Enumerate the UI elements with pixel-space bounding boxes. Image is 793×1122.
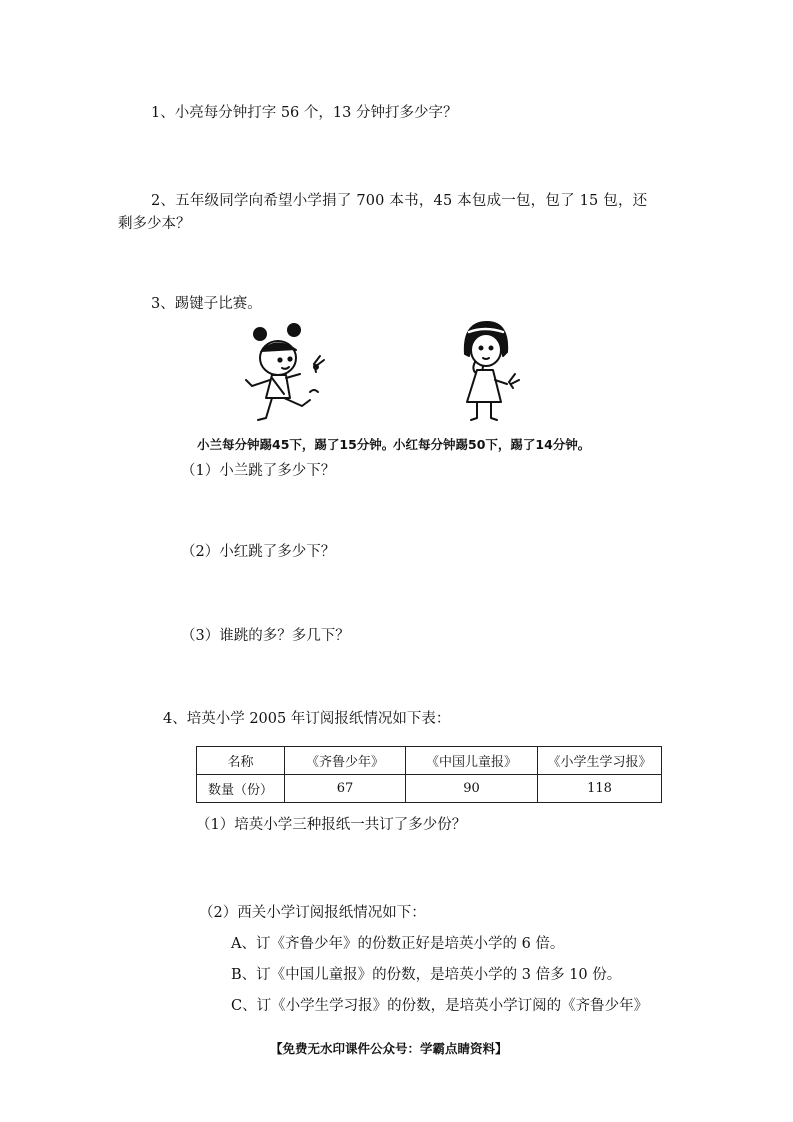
table-header-row [197, 747, 662, 775]
table-row [197, 775, 662, 803]
question-2-line-1: 2、五年级同学向希望小学捐了 700 本书，45 本包成一包，包了 15 包，还 [151, 193, 648, 209]
question-4-title: 4、培英小学 2005 年订阅报纸情况如下表： [163, 711, 451, 727]
question-4-sub-1: （1）培英小学三种报纸一共订了多少份？ [196, 817, 467, 833]
question-3-sub-3: （3）谁跳的多？多几下？ [181, 628, 350, 644]
xiaohong-caption: 小红每分钟踢50下，踢了14分钟。 [393, 437, 591, 452]
question-3-sub-1: （1）小兰跳了多少下？ [181, 463, 336, 479]
question-4-sub-2: （2）西关小学订阅报纸情况如下： [199, 905, 426, 921]
table-header-cell: 《小学生学习报》 [538, 747, 662, 775]
question-4-item-b: B、订《中国儿童报》的份数，是培英小学的 3 倍多 10 份。 [231, 967, 622, 983]
footer-note: 【免费无水印课件公众号：学霸点睛资料】 [270, 1041, 508, 1056]
xiaolan-caption: 小兰每分钟踢45下，踢了15分钟。 [197, 437, 395, 452]
table-header-cell: 《中国儿童报》 [406, 747, 538, 775]
question-4-item-c: C、订《小学生学习报》的份数，是培英小学订阅的《齐鲁少年》 [231, 998, 649, 1014]
question-3-title: 3、踢键子比赛。 [151, 296, 262, 312]
table-header-cell: 《齐鲁少年》 [285, 747, 406, 775]
newspaper-subscription-table [196, 746, 662, 803]
table-header-cell: 名称 [197, 747, 285, 775]
question-1-text: 1、小亮每分钟打字 56 个，13 分钟打多少字？ [151, 105, 458, 121]
question-2-line-2: 剩多少本？ [118, 216, 191, 232]
table-cell: 90 [406, 775, 538, 803]
table-cell: 数量（份） [197, 775, 285, 803]
question-4-item-a: A、订《齐鲁少年》的份数正好是培英小学的 6 倍。 [231, 936, 565, 952]
xiaohong-standing-illustration [455, 318, 530, 430]
table-cell: 67 [285, 775, 406, 803]
table-cell: 118 [538, 775, 662, 803]
question-3-sub-2: （2）小红跳了多少下？ [181, 544, 336, 560]
xiaolan-kicking-illustration [236, 320, 331, 430]
